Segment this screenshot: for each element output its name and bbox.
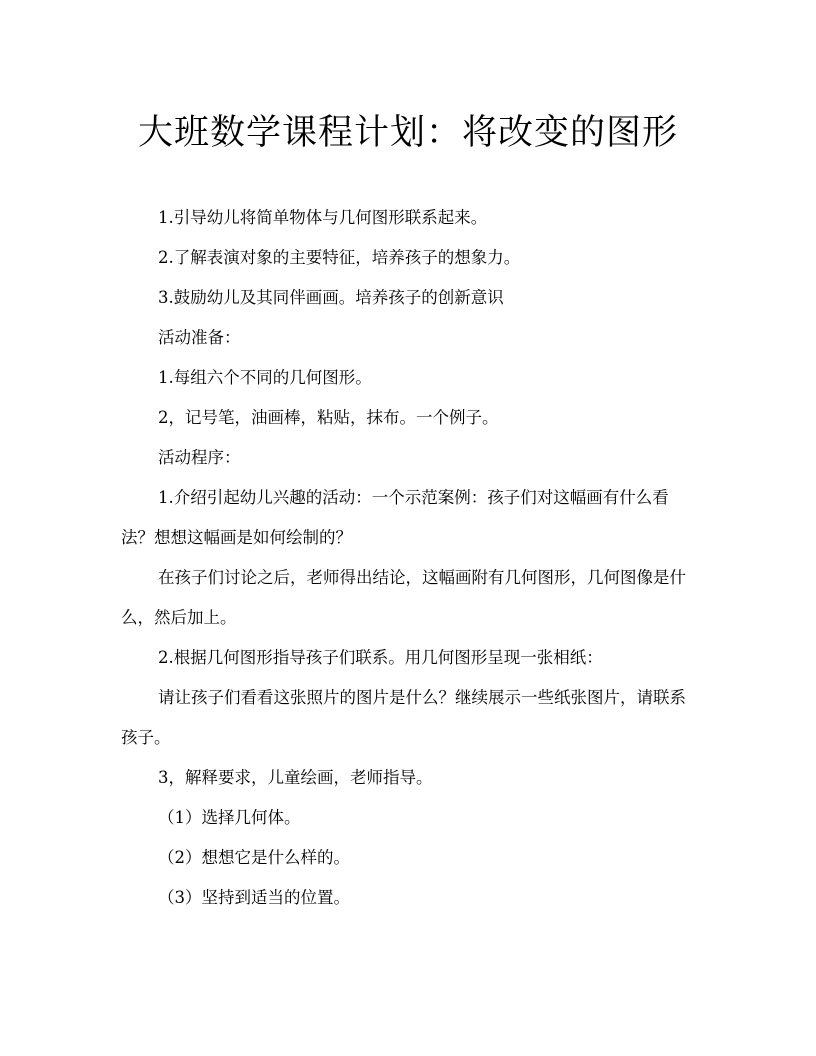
paragraph-procedure-2-detail: 请让孩子们看看这张照片的图片是什么？继续展示一些纸张图片，请联系孩子。 (121, 688, 686, 747)
paragraph-goal-2: 2.了解表演对象的主要特征，培养孩子的想象力。 (158, 248, 521, 267)
paragraph-procedure-2: 2.根据几何图形指导孩子们联系。用几何图形呈现一张相纸： (158, 648, 603, 667)
document-title: 大班数学课程计划：将改变的图形 (137, 113, 678, 153)
paragraph-procedure-1: 1.介绍引起幼儿兴趣的活动：一个示范案例：孩子们对这幅画有什么看法？想想这幅画是如何绘制的？ (121, 488, 669, 547)
paragraph-step-2: （2）想想它是什么样的。 (158, 848, 350, 867)
paragraph-goal-3: 3.鼓励幼儿及其同伴画画。培养孩子的创新意识 (158, 288, 504, 307)
paragraph-procedure-1-conclusion: 在孩子们讨论之后，老师得出结论，这幅画附有几何图形，几何图像是什么，然后加上。 (121, 568, 686, 627)
paragraph-procedure-3: 3，解释要求，儿童绘画，老师指导。 (158, 768, 433, 787)
document-body (121, 198, 697, 918)
paragraph-preparation-2: 2，记号笔，油画棒，粘贴，抹布。一个例子。 (158, 408, 499, 427)
paragraph-preparation-heading: 活动准备： (158, 328, 241, 347)
paragraph-step-3: （3）坚持到适当的位置。 (158, 888, 350, 907)
paragraph-step-1: （1）选择几何体。 (158, 808, 301, 827)
paragraph-goal-1: 1.引导幼儿将简单物体与几何图形联系起来。 (158, 208, 488, 227)
paragraph-preparation-1: 1.每组六个不同的几何图形。 (158, 368, 372, 387)
paragraph-procedure-heading: 活动程序： (158, 448, 241, 467)
